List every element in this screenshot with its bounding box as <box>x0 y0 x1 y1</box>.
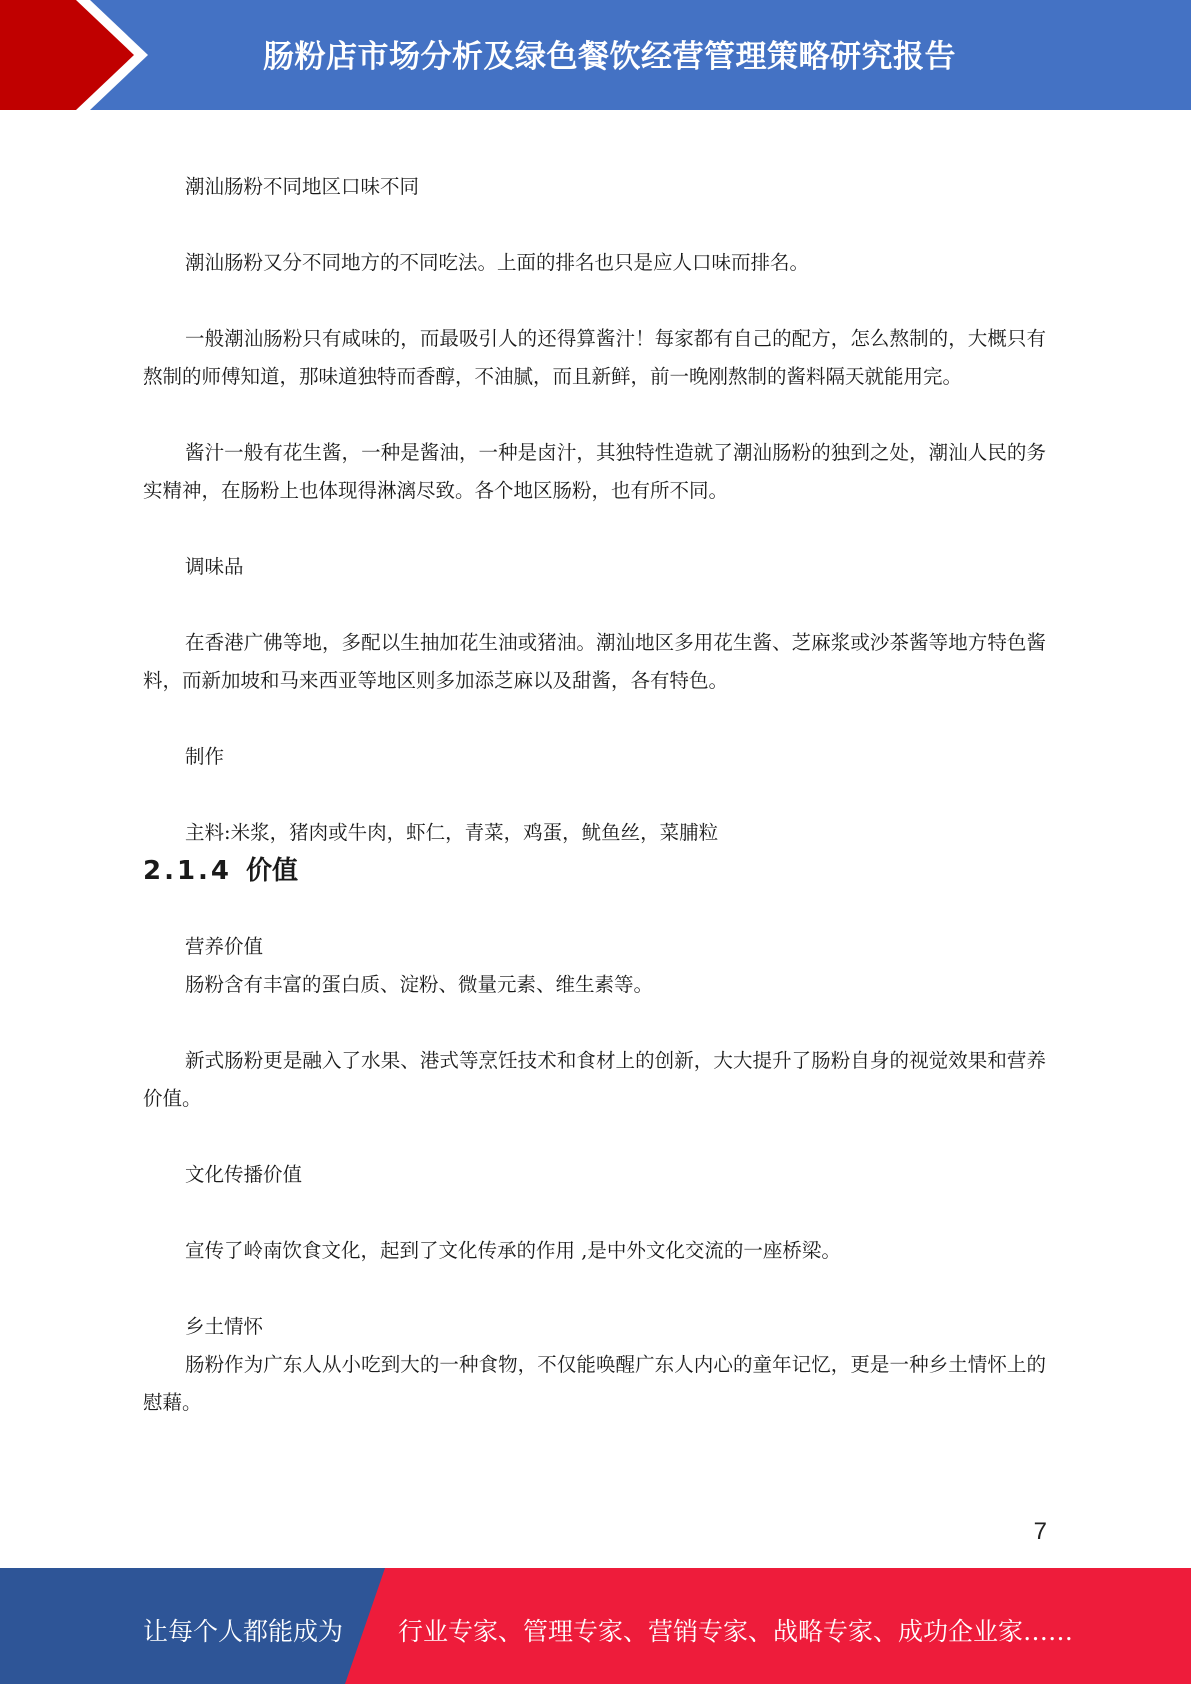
page-header <box>0 0 1191 110</box>
footer-slogan-right: 行业专家、管理专家、营销专家、战略专家、成功企业家…… <box>398 1617 1074 1646</box>
paragraph: 新式肠粉更是融入了水果、港式等烹饪技术和食材上的创新，大大提升了肠粉自身的视觉效果和营养价值。 <box>143 1049 1046 1110</box>
paragraph-ingredients: 主料:米浆，猪肉或牛肉，虾仁，青菜，鸡蛋，鱿鱼丝，菜脯粒 <box>185 821 719 844</box>
paragraph: 在香港广佛等地，多配以生抽加花生油或猪油。潮汕地区多用花生酱、芝麻浆或沙茶酱等地方特色酱料，而新加坡和马来西亚等地区则多加添芝麻以及甜酱，各有特色。 <box>143 631 1046 692</box>
report-title: 肠粉店市场分析及绿色餐饮经营管理策略研究报告 <box>263 39 956 75</box>
subheading-regional-taste: 潮汕肠粉不同地区口味不同 <box>185 175 420 198</box>
paragraph: 肠粉含有丰富的蛋白质、淀粉、微量元素、维生素等。 <box>185 973 654 996</box>
header-arrow-decoration <box>0 0 160 110</box>
subheading-nutrition: 营养价值 <box>185 935 264 958</box>
subheading-seasoning: 调味品 <box>185 555 244 578</box>
paragraph: 酱汁一般有花生酱，一种是酱油，一种是卤汁，其独特性造就了潮汕肠粉的独到之处，潮汕人民的务实精神，在肠粉上也体现得淋漓尽致。各个地区肠粉，也有所不同。 <box>143 441 1046 502</box>
subheading-culture: 文化传播价值 <box>185 1163 303 1186</box>
section-title: 价值 <box>246 856 299 886</box>
section-heading <box>143 852 1046 890</box>
paragraph: 潮汕肠粉又分不同地方的不同吃法。上面的排名也只是应人口味而排名。 <box>185 251 810 274</box>
document-body <box>143 168 1046 1422</box>
footer-slogan-left: 让每个人都能成为 <box>143 1617 344 1646</box>
subheading-making: 制作 <box>185 745 225 768</box>
paragraph: 宣传了岭南饮食文化，起到了文化传承的作用 ,是中外文化交流的一座桥梁。 <box>185 1239 841 1262</box>
page-number: 7 <box>1033 1518 1047 1545</box>
page-footer <box>0 1568 1191 1684</box>
section-number: 2.1.4 <box>143 856 233 886</box>
paragraph: 一般潮汕肠粉只有咸味的，而最吸引人的还得算酱汁！每家都有自己的配方，怎么熬制的，大概只有熬制的师傅知道，那味道独特而香醇，不油腻，而且新鲜，前一晚刚熬制的酱料隔天就能用完。 <box>143 327 1046 388</box>
paragraph: 肠粉作为广东人从小吃到大的一种食物，不仅能唤醒广东人内心的童年记忆，更是一种乡土情怀上的慰藉。 <box>143 1353 1046 1414</box>
subheading-hometown: 乡土情怀 <box>185 1315 264 1338</box>
